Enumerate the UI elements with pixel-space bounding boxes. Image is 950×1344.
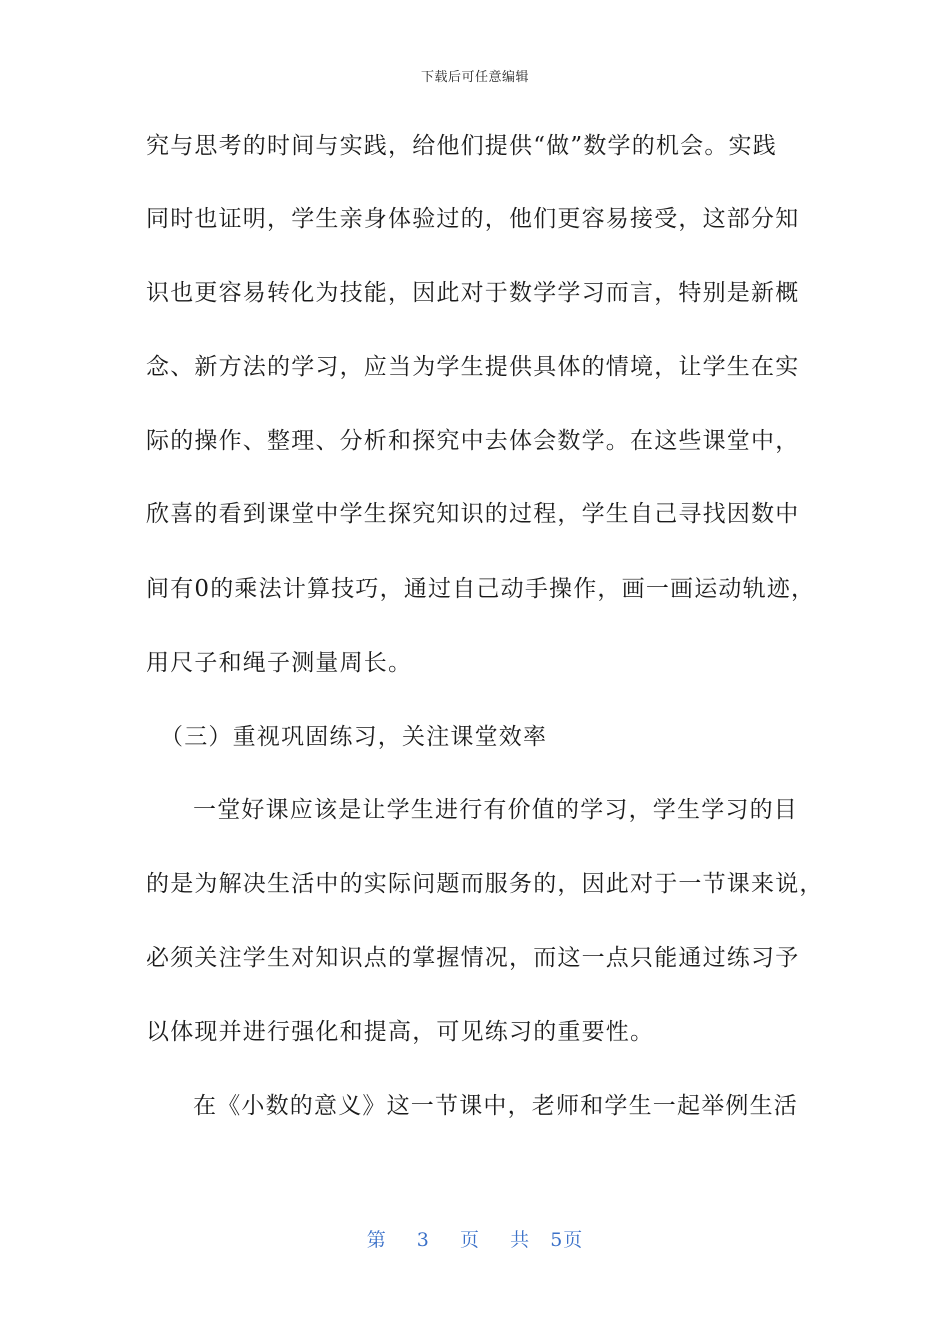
footer-current-page: 3	[416, 1229, 430, 1251]
body-line-11: 的是为解决生活中的实际问题而服务的，因此对于一节课来说，	[146, 871, 824, 897]
body-line-8: 用尺子和绳子测量周长。	[146, 650, 413, 676]
body-line-10: 一堂好课应该是让学生进行有价值的学习，学生学习的目	[193, 797, 798, 823]
section-heading: （三）重视巩固练习，关注课堂效率	[160, 724, 548, 750]
body-line-4: 念、新方法的学习，应当为学生提供具体的情境，让学生在实	[146, 354, 800, 380]
body-line-6: 欣喜的看到课堂中学生探究知识的过程，学生自己寻找因数中	[146, 501, 800, 527]
footer-page-label: 页	[459, 1229, 480, 1251]
body-line-12: 必须关注学生对知识点的掌握情况，而这一点只能通过练习予	[146, 945, 800, 971]
body-line-2: 同时也证明，学生亲身体验过的，他们更容易接受，这部分知	[146, 206, 800, 232]
page-header: 下载后可任意编辑	[420, 70, 529, 85]
page-footer	[0, 1225, 950, 1252]
body-line-7: 间有0的乘法计算技巧，通过自己动手操作，画一画运动轨迹，	[146, 576, 816, 602]
footer-prefix: 第	[366, 1229, 387, 1251]
body-line-13: 以体现并进行强化和提高，可见练习的重要性。	[146, 1019, 655, 1045]
footer-total-label: 共	[510, 1229, 531, 1251]
body-line-1: 究与思考的时间与实践，给他们提供“做”数学的机会。实践	[146, 133, 777, 159]
body-line-3: 识也更容易转化为技能，因此对于数学学习而言，特别是新概	[146, 280, 800, 306]
body-line-14: 在《小数的意义》这一节课中，老师和学生一起举例生活	[193, 1093, 798, 1119]
body-line-5: 际的操作、整理、分析和探究中去体会数学。在这些课堂中，	[146, 428, 800, 454]
footer-total-pages: 5页	[550, 1229, 584, 1251]
